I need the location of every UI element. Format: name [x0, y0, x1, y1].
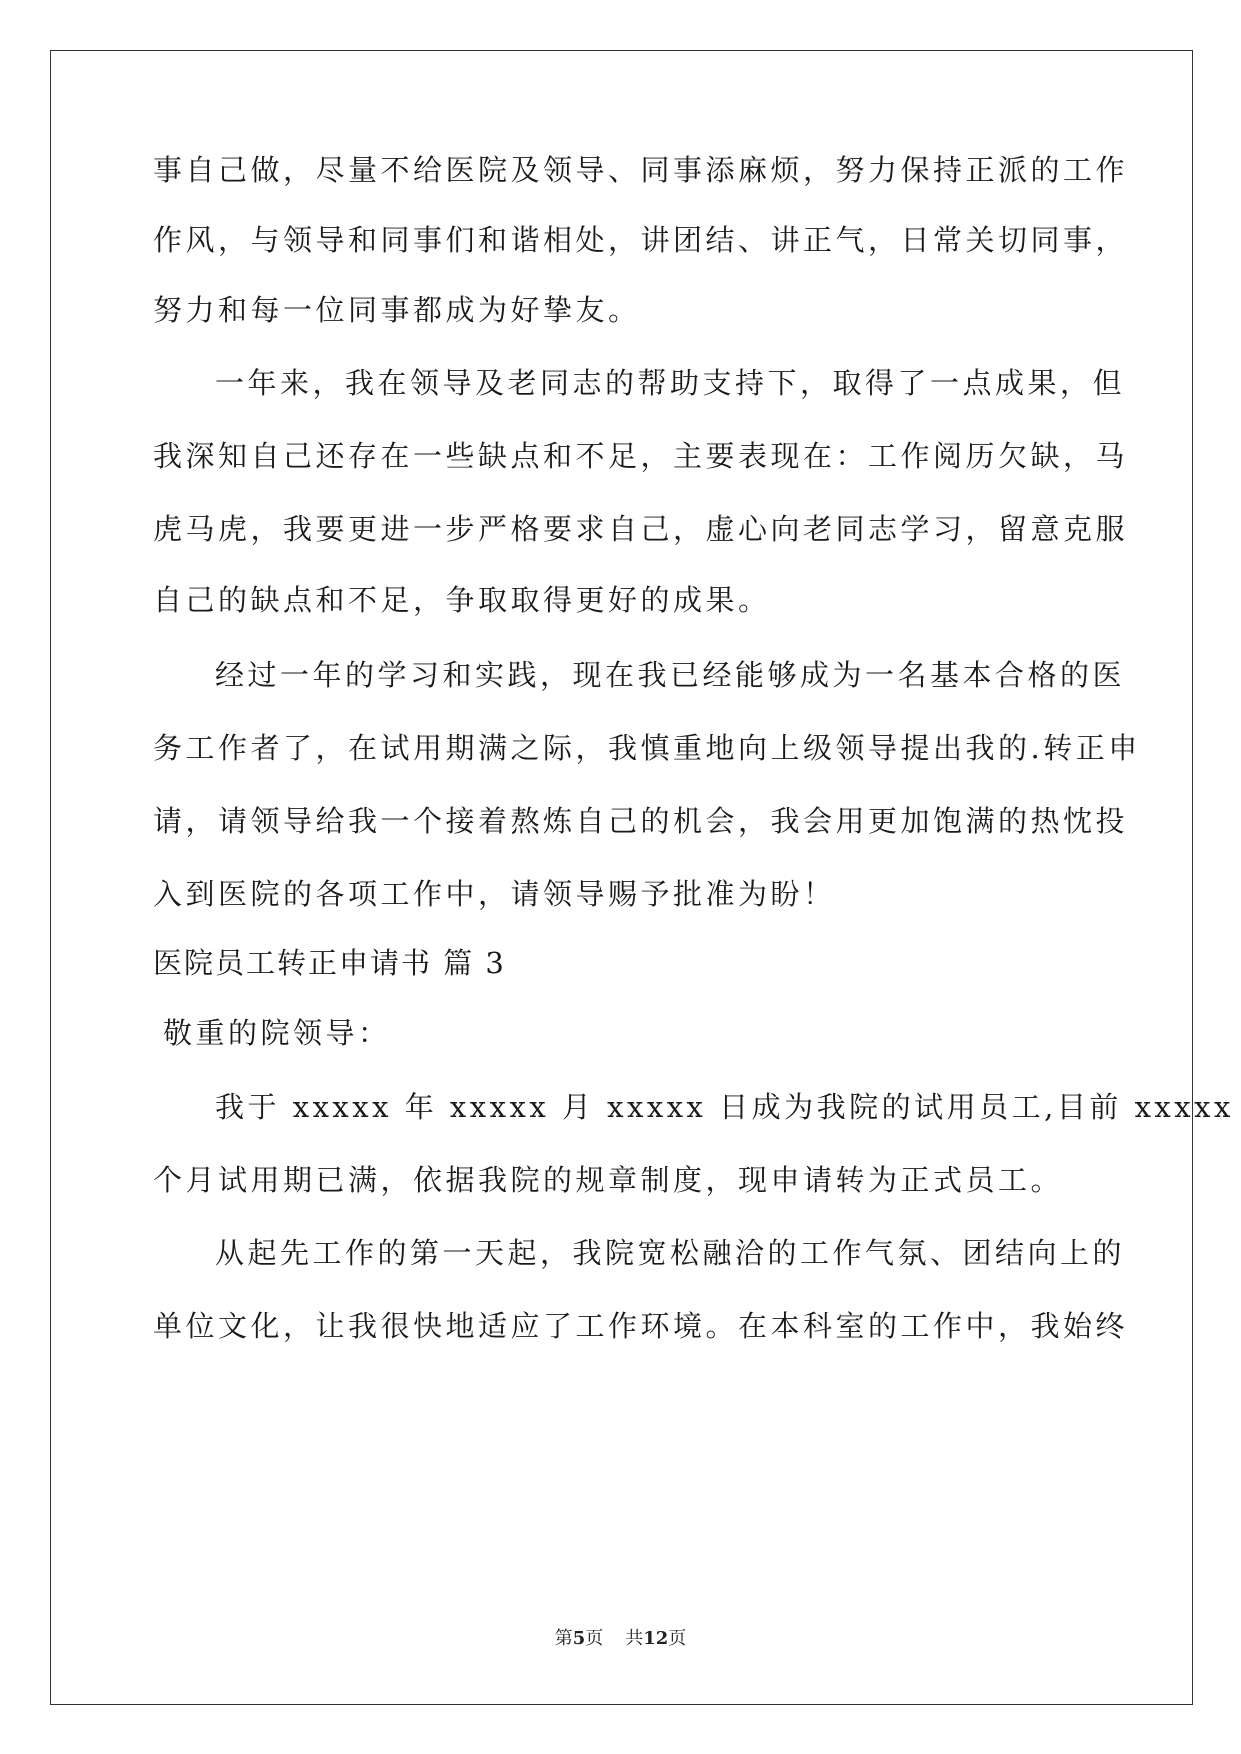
text-line: 作风，与领导和同事们和谐相处，讲团结、讲正气，日常关切同事， [153, 223, 1129, 257]
text-line: 入到医院的各项工作中，请领导赐予批准为盼！ [153, 877, 836, 911]
text-line: 努力和每一位同事都成为好挚友。 [153, 293, 641, 327]
total-pages: 12 [643, 1628, 669, 1649]
footer-page-suffix: 页 [585, 1628, 604, 1649]
text-line: 我深知自己还存在一些缺点和不足，主要表现在：工作阅历欠缺，马 [153, 439, 1129, 473]
text-line: 事自己做，尽量不给医院及领导、同事添麻烦，努力保持正派的工作 [153, 153, 1129, 187]
text-line: 自己的缺点和不足，争取取得更好的成果。 [153, 583, 771, 617]
paragraph-start: 我于 xxxxx 年 xxxxx 月 xxxxx 日成为我院的试用员工,目前 xxxxx [215, 1090, 1234, 1124]
paragraph-start: 从起先工作的第一天起，我院宽松融洽的工作气氛、团结向上的 [215, 1236, 1126, 1270]
text-line: 个月试用期已满，依据我院的规章制度，现申请转为正式员工。 [153, 1163, 1064, 1197]
section-heading: 医院员工转正申请书 篇 3 [153, 946, 506, 980]
footer-total-prefix: 共 [625, 1628, 644, 1649]
text-line: 务工作者了，在试用期满之际，我慎重地向上级领导提出我的.转正申 [153, 731, 1141, 765]
text-line: 请，请领导给我一个接着熬炼自己的机会，我会用更加饱满的热忱投 [153, 804, 1129, 838]
salutation: 敬重的院领导： [163, 1016, 391, 1050]
text-line: 虎马虎，我要更进一步严格要求自己，虚心向老同志学习，留意克服 [153, 512, 1129, 546]
paragraph-start: 一年来，我在领导及老同志的帮助支持下，取得了一点成果，但 [215, 366, 1126, 400]
page-number: 5 [572, 1628, 586, 1649]
text-line: 单位文化，让我很快地适应了工作环境。在本科室的工作中，我始终 [153, 1309, 1129, 1343]
paragraph-start: 经过一年的学习和实践，现在我已经能够成为一名基本合格的医 [215, 658, 1126, 692]
page-footer [0, 1627, 1241, 1651]
footer-prefix: 第 [554, 1628, 573, 1649]
footer-total-suffix: 页 [668, 1628, 687, 1649]
